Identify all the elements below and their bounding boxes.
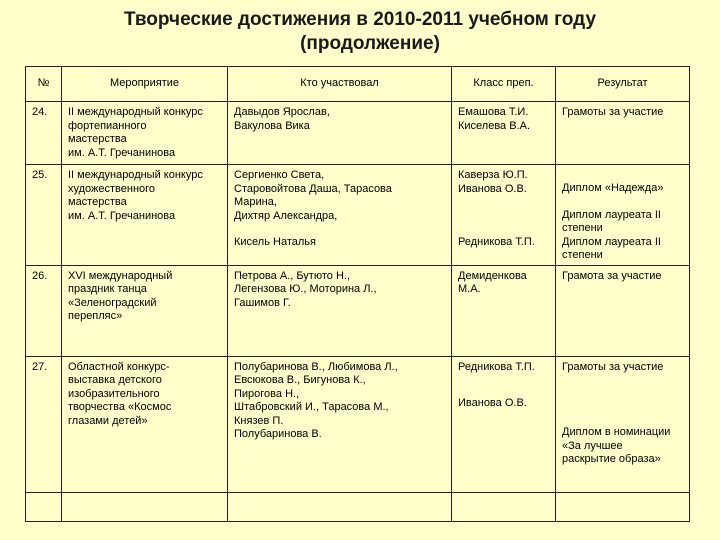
participants-text: Штабровский И., Тарасова М.,	[234, 401, 389, 413]
cell-teacher	[452, 102, 556, 165]
participants-text: Старовойтова Даша, Тарасова	[234, 182, 392, 195]
header-event: Мероприятие	[62, 67, 228, 102]
event-text: выставка детского	[68, 374, 162, 386]
table-row	[26, 265, 690, 356]
event-text: XVI международный	[68, 269, 173, 282]
title-line-2: (продолжение)	[300, 33, 440, 54]
result-text: Диплом «Надежда»	[562, 182, 664, 194]
event-text: художественного	[68, 182, 156, 195]
cell-participants	[228, 265, 452, 356]
cell-teacher	[452, 265, 556, 356]
cell-participants	[228, 356, 452, 492]
achievements-table	[25, 66, 690, 522]
header-result: Результат	[556, 67, 690, 102]
event-text: перепляс»	[68, 310, 123, 322]
header-teacher: Класс преп.	[452, 67, 556, 102]
cell-event	[62, 265, 228, 356]
header-participants: Кто участвовал	[228, 67, 452, 102]
teacher-text: Каверза Ю.П.	[458, 169, 528, 181]
result-text: степени	[562, 222, 603, 234]
teacher-text: Редникова Т.П.	[458, 236, 535, 248]
table-row	[26, 356, 690, 492]
event-text: им. А.Т. Гречанинова	[68, 209, 176, 222]
cell-teacher	[452, 165, 556, 266]
table-row	[26, 102, 690, 165]
teacher-text: Емашова Т.И.	[458, 106, 529, 118]
row-number: 24.	[32, 106, 48, 118]
participants-text: Дихтяр Александра,	[234, 209, 338, 222]
cell-event	[62, 102, 228, 165]
table-row-empty	[26, 492, 690, 521]
result-text: Диплом лауреата II	[562, 208, 661, 221]
event-text: творчества «Космос	[68, 401, 172, 413]
row-number: 25.	[32, 169, 48, 181]
event-text: им. А.Т. Гречанинова	[68, 146, 176, 159]
cell-result	[556, 265, 690, 356]
participants-text: Полубаринова В.	[234, 428, 322, 440]
cell-empty	[228, 492, 452, 521]
participants-text: Князев П.	[234, 414, 284, 427]
participants-text: Кисель Наталья	[234, 236, 316, 248]
header-number: №	[26, 67, 62, 102]
result-text: Грамоты за участие	[562, 106, 664, 118]
cell-empty	[62, 492, 228, 521]
participants-text: Марина,	[234, 196, 277, 208]
event-text: глазами детей»	[68, 414, 148, 427]
event-text: изобразительного	[68, 387, 160, 400]
cell-empty	[26, 492, 62, 521]
participants-text: Евсюкова В., Бигунова К.,	[234, 374, 366, 386]
result-text: Диплом лауреата II	[562, 235, 661, 248]
event-text: праздник танца	[68, 283, 147, 295]
event-text: мастерства	[68, 133, 127, 145]
teacher-text: Киселева В.А.	[458, 119, 531, 132]
page-title	[0, 8, 720, 56]
participants-text: Легензова Ю., Моторина Л.,	[234, 283, 377, 295]
result-text: Грамота за участие	[562, 269, 662, 282]
teacher-text: М.А.	[458, 283, 481, 295]
result-text: степени	[562, 249, 603, 261]
teacher-text: Редникова Т.П.	[458, 360, 535, 373]
participants-text: Петрова А., Бутюто Н.,	[234, 269, 350, 282]
table-header-row	[26, 67, 690, 102]
cell-event	[62, 356, 228, 492]
participants-text: Сергиенко Света,	[234, 169, 325, 181]
event-text: II международный конкурс	[68, 169, 203, 181]
cell-empty	[556, 492, 690, 521]
participants-text: Вакулова Вика	[234, 119, 310, 132]
result-text: «За лучшее	[562, 439, 623, 452]
result-text: Диплом в номинации	[562, 426, 671, 438]
cell-empty	[452, 492, 556, 521]
event-text: II международный конкурс	[68, 106, 203, 118]
cell-participants	[228, 165, 452, 266]
result-text: Грамоты за участие	[562, 360, 664, 373]
participants-text: Гашимов Г.	[234, 296, 291, 309]
cell-result	[556, 165, 690, 266]
cell-participants	[228, 102, 452, 165]
participants-text: Давыдов Ярослав,	[234, 106, 330, 118]
row-number: 26.	[32, 269, 48, 282]
cell-number	[26, 265, 62, 356]
event-text: «Зеленоградский	[68, 296, 157, 309]
cell-teacher	[452, 356, 556, 492]
cell-number	[26, 165, 62, 266]
participants-text: Пирогова Н.,	[234, 387, 300, 400]
cell-event	[62, 165, 228, 266]
event-text: мастерства	[68, 196, 127, 208]
teacher-text: Иванова О.В.	[458, 397, 527, 409]
cell-result	[556, 102, 690, 165]
table-row	[26, 165, 690, 266]
row-number: 27.	[32, 360, 48, 373]
cell-number	[26, 102, 62, 165]
teacher-text: Демиденкова	[458, 269, 527, 282]
title-line-1: Творческие достижения в 2010-2011 учебном году	[123, 9, 597, 30]
teacher-text: Иванова О.В.	[458, 182, 527, 195]
participants-text: Полубаринова В., Любимова Л.,	[234, 360, 398, 373]
cell-number	[26, 356, 62, 492]
event-text: Областной конкурс-	[68, 360, 170, 373]
cell-result	[556, 356, 690, 492]
result-text: раскрытие образа»	[562, 453, 661, 465]
event-text: фортепианного	[68, 119, 147, 132]
